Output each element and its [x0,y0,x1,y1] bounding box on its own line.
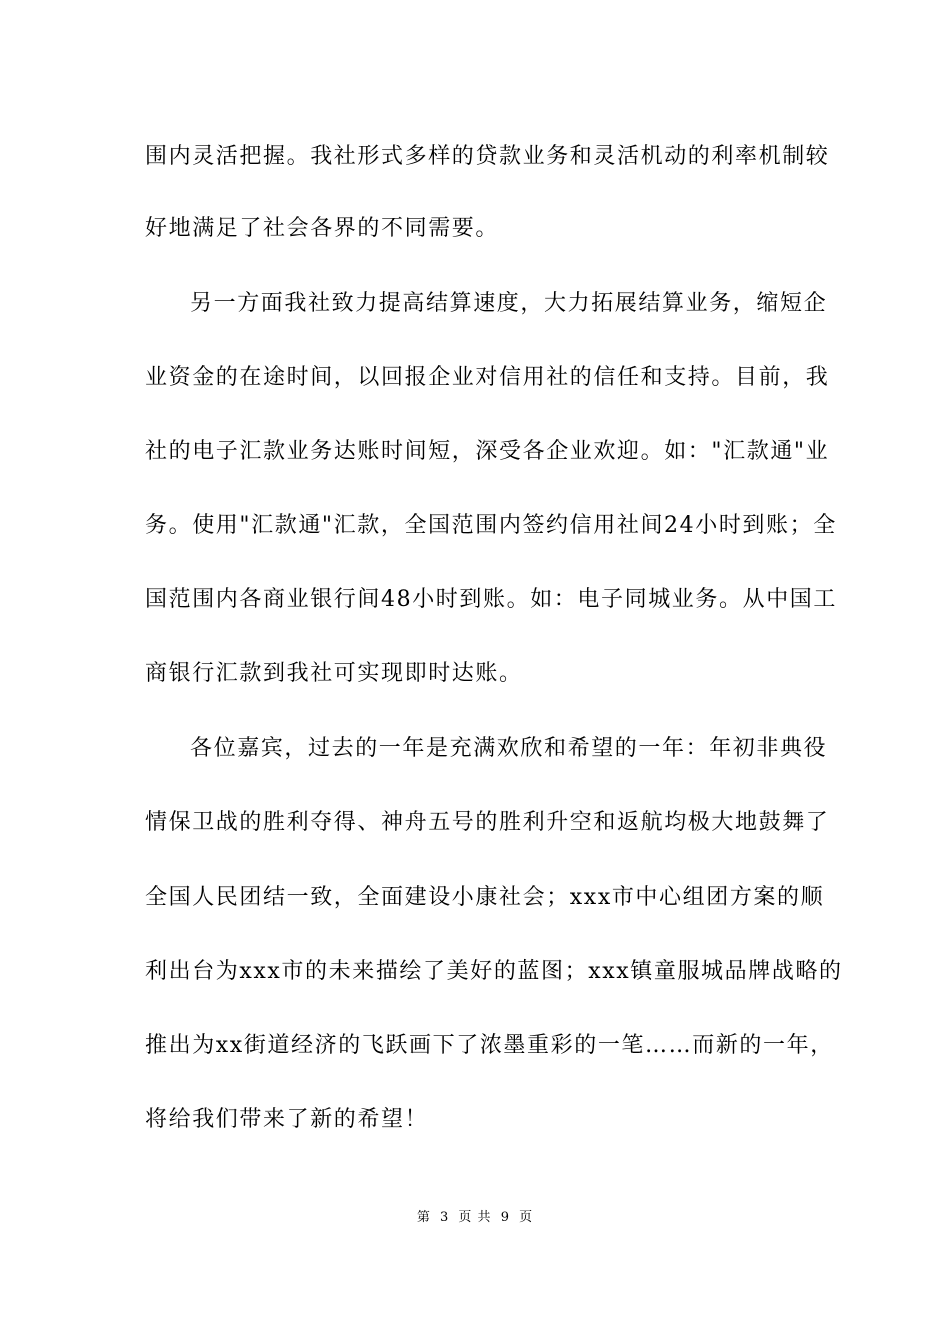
paragraph-2-line-4: 务。使用"汇款通"汇款，全国范围内签约信用社间24小时到账；全 [145,513,837,538]
paragraph-2-line-1: 另一方面我社致力提高结算速度，大力拓展结算业务，缩短企 [190,291,828,316]
paragraph-2-line-6: 商银行汇款到我社可实现即时达账。 [145,661,523,686]
paragraph-1-line-2: 好地满足了社会各界的不同需要。 [145,216,500,241]
paragraph-3-line-3: 全国人民团结一致，全面建设小康社会；xxx市中心组团方案的顺 [145,885,825,910]
paragraph-2-line-2: 业资金的在途时间，以回报企业对信用社的信任和支持。目前，我 [145,365,830,390]
paragraph-3-line-5: 推出为xx街道经济的飞跃画下了浓墨重彩的一笔……而新的一年， [145,1033,834,1058]
paragraph-3-line-2: 情保卫战的胜利夺得、神舟五号的胜利升空和返航均极大地鼓舞了 [145,810,830,835]
paragraph-2-line-5: 国范围内各商业银行间48小时到账。如：电子同城业务。从中国工 [145,587,837,612]
paragraph-1-line-1: 围内灵活把握。我社形式多样的贷款业务和灵活机动的利率机制较 [145,144,830,169]
footer-suffix: 页 [519,1210,534,1225]
footer-current-page: 3 [440,1210,450,1225]
footer-middle: 页 共 [458,1210,492,1225]
paragraph-3-line-4: 利出台为xxx市的未来描绘了美好的蓝图；xxx镇童服城品牌战略的 [145,959,843,984]
paragraph-2-line-3: 社的电子汇款业务达账时间短，深受各企业欢迎。如："汇款通"业 [145,439,830,464]
paragraph-3-line-6: 将给我们带来了新的希望！ [145,1107,429,1132]
footer-prefix: 第 [416,1210,431,1225]
footer-total-pages: 9 [500,1210,510,1225]
paragraph-3-line-1: 各位嘉宾，过去的一年是充满欢欣和希望的一年：年初非典役 [190,736,828,761]
page-footer [0,1206,950,1225]
